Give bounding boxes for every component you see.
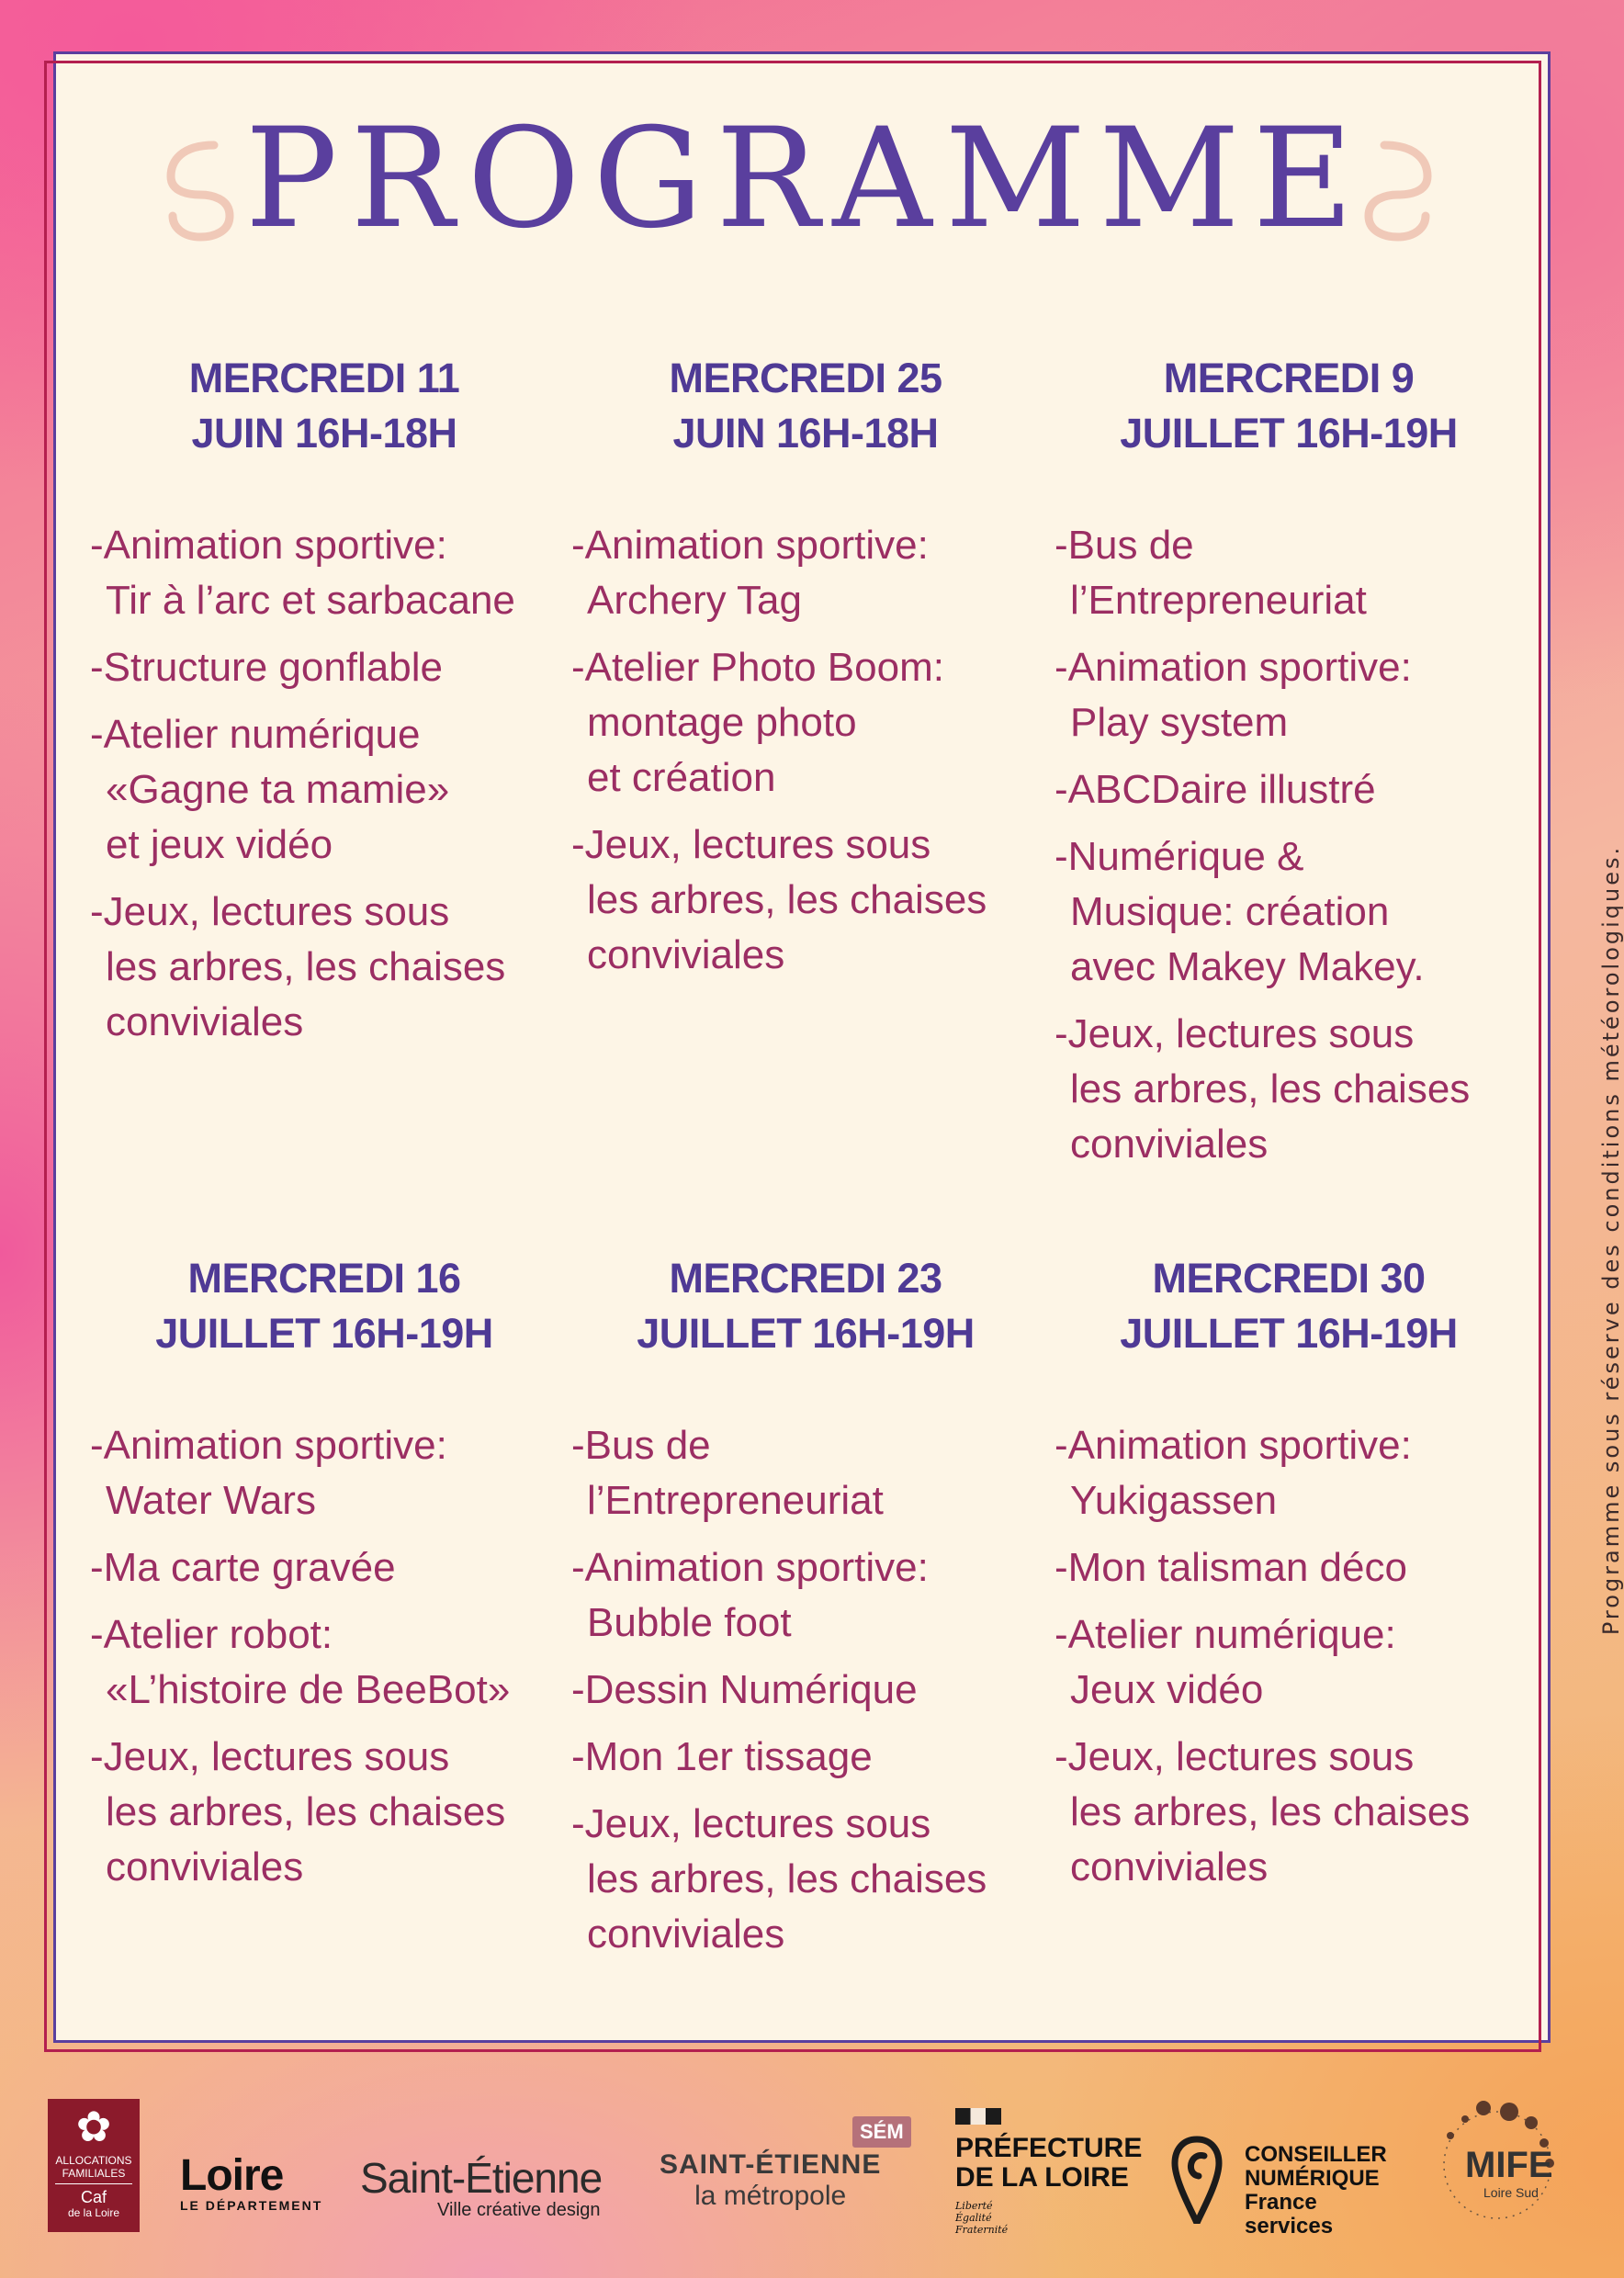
- prefecture-line1: PRÉFECTURE: [955, 2133, 1143, 2163]
- activity-item: -Bus de l’Entrepreneuriat: [571, 1423, 884, 1523]
- day-heading-line1: MERCREDI 9: [1163, 355, 1415, 401]
- activity-item: -Numérique & Musique: création avec Makey Makey.: [1054, 834, 1425, 989]
- page-title: PROGRAMME: [244, 99, 1367, 259]
- day-heading-line2: JUIN 16H-18H: [672, 410, 939, 457]
- activity-item: -Atelier Photo Boom: montage photo et création: [571, 645, 944, 800]
- loire-name: Loire: [180, 2151, 284, 2200]
- mife-logo: [1428, 2099, 1566, 2227]
- metropole-sub: la métropole: [694, 2181, 847, 2211]
- prefecture-motto: [955, 2200, 1142, 2236]
- loire-departement-logo: [180, 2151, 323, 2213]
- saint-etienne-sub: Ville créative design: [437, 2200, 601, 2220]
- activity-item: -Jeux, lectures sous les arbres, les chaises conviviales: [1054, 1734, 1471, 1889]
- day-column-2: [571, 351, 1040, 998]
- conseiller-line4: services: [1245, 2214, 1334, 2239]
- mife-sub: Loire Sud: [1483, 2185, 1539, 2200]
- sem-badge: SÉM: [852, 2116, 911, 2148]
- activity-item: -ABCDaire illustré: [1054, 767, 1376, 812]
- activity-item: -Animation sportive: Tir à l’arc et sarbacane: [90, 523, 515, 623]
- activity-item: -Atelier numérique «Gagne ta mamie» et jeux vidéo: [90, 712, 450, 867]
- activity-item: -Animation sportive: Yukigassen: [1054, 1423, 1412, 1523]
- activity-item: -Jeux, lectures sous les arbres, les chaises conviviales: [1054, 1011, 1471, 1167]
- day-column-4: [90, 1251, 558, 1910]
- motto-liberte: Liberté: [955, 2200, 993, 2212]
- day-heading: [1054, 351, 1523, 461]
- caf-logo: [48, 2099, 140, 2232]
- activity-item: -Jeux, lectures sous les arbres, les chaises conviviales: [90, 889, 506, 1044]
- activity-list: [90, 518, 558, 1050]
- day-heading: [90, 1251, 558, 1361]
- day-column-3: [1054, 351, 1523, 1187]
- day-heading: [1054, 1251, 1523, 1361]
- location-pin-icon: [1171, 2136, 1223, 2227]
- weather-disclaimer: Programme sous réserve des conditions météorologiques.: [1598, 844, 1624, 1636]
- activity-list: [90, 1418, 558, 1895]
- activity-item: -Ma carte gravée: [90, 1545, 396, 1590]
- activity-list: [571, 518, 1040, 983]
- day-heading: [571, 1251, 1040, 1361]
- caf-divider: [55, 2183, 132, 2184]
- activity-item: -Animation sportive: Bubble foot: [571, 1545, 929, 1645]
- caf-line2: Caf: [80, 2188, 107, 2206]
- day-heading-line2: JUILLET 16H-19H: [637, 1310, 975, 1357]
- caf-line1: ALLOCATIONS FAMILIALES: [55, 2154, 132, 2180]
- activity-item: -Atelier robot: «L’histoire de BeeBot»: [90, 1612, 511, 1712]
- metropole-logo: [660, 2120, 904, 2212]
- activity-item: -Animation sportive: Water Wars: [90, 1423, 447, 1523]
- activity-item: -Jeux, lectures sous les arbres, les chaises conviviales: [571, 822, 987, 977]
- activity-item: -Structure gonflable: [90, 645, 443, 690]
- activity-item: -Dessin Numérique: [571, 1667, 918, 1712]
- activity-item: -Atelier numérique: Jeux vidéo: [1054, 1612, 1396, 1712]
- saint-etienne-logo: [360, 2156, 602, 2221]
- conseiller-line3: France: [1245, 2190, 1317, 2215]
- saint-etienne-name: Saint-Étienne: [360, 2154, 603, 2202]
- day-heading: [571, 351, 1040, 461]
- activity-item: -Jeux, lectures sous les arbres, les chaises conviviales: [90, 1734, 506, 1889]
- prefecture-line2: DE LA LOIRE: [955, 2162, 1129, 2193]
- day-heading-line1: MERCREDI 25: [669, 355, 942, 401]
- conseiller-text: [1245, 2143, 1428, 2239]
- loire-sub: LE DÉPARTEMENT: [180, 2198, 323, 2213]
- metropole-name: SAINT-ÉTIENNE: [660, 2149, 882, 2180]
- day-heading-line1: MERCREDI 30: [1152, 1255, 1426, 1302]
- marianne-flag-icon: [955, 2108, 1001, 2125]
- day-heading-line2: JUILLET 16H-19H: [1120, 410, 1458, 457]
- activity-list: [1054, 1418, 1523, 1895]
- day-heading-line2: JUILLET 16H-19H: [155, 1310, 493, 1357]
- day-heading-line1: MERCREDI 16: [187, 1255, 461, 1302]
- day-heading: [90, 351, 558, 461]
- motto-fraternite: Fraternité: [955, 2224, 1009, 2236]
- activity-item: -Mon 1er tissage: [571, 1734, 873, 1779]
- activity-list: [1054, 518, 1523, 1172]
- family-tree-icon: ✿: [75, 2103, 112, 2150]
- day-heading-line1: MERCREDI 23: [669, 1255, 942, 1302]
- day-column-5: [571, 1251, 1040, 1977]
- activity-item: -Animation sportive: Play system: [1054, 645, 1412, 745]
- day-column-6: [1054, 1251, 1523, 1910]
- day-heading-line2: JUILLET 16H-19H: [1120, 1310, 1458, 1357]
- conseiller-line2: NUMÉRIQUE: [1245, 2166, 1380, 2191]
- conseiller-line1: CONSEILLER: [1245, 2142, 1387, 2167]
- day-heading-line2: JUIN 16H-18H: [191, 410, 457, 457]
- partner-logos: [0, 2099, 1611, 2246]
- day-column-1: [90, 351, 558, 1065]
- activity-list: [571, 1418, 1040, 1962]
- activity-item: -Mon talisman déco: [1054, 1545, 1407, 1590]
- activity-item: -Bus de l’Entrepreneuriat: [1054, 523, 1367, 623]
- activity-item: -Jeux, lectures sous les arbres, les chaises conviviales: [571, 1801, 987, 1957]
- day-heading-line1: MERCREDI 11: [188, 355, 460, 401]
- mife-name: MIFE: [1465, 2145, 1553, 2185]
- motto-egalite: Égalité: [955, 2212, 992, 2224]
- activity-item: -Animation sportive: Archery Tag: [571, 523, 929, 623]
- caf-line3: de la Loire: [67, 2206, 120, 2219]
- prefecture-logo: [955, 2108, 1142, 2236]
